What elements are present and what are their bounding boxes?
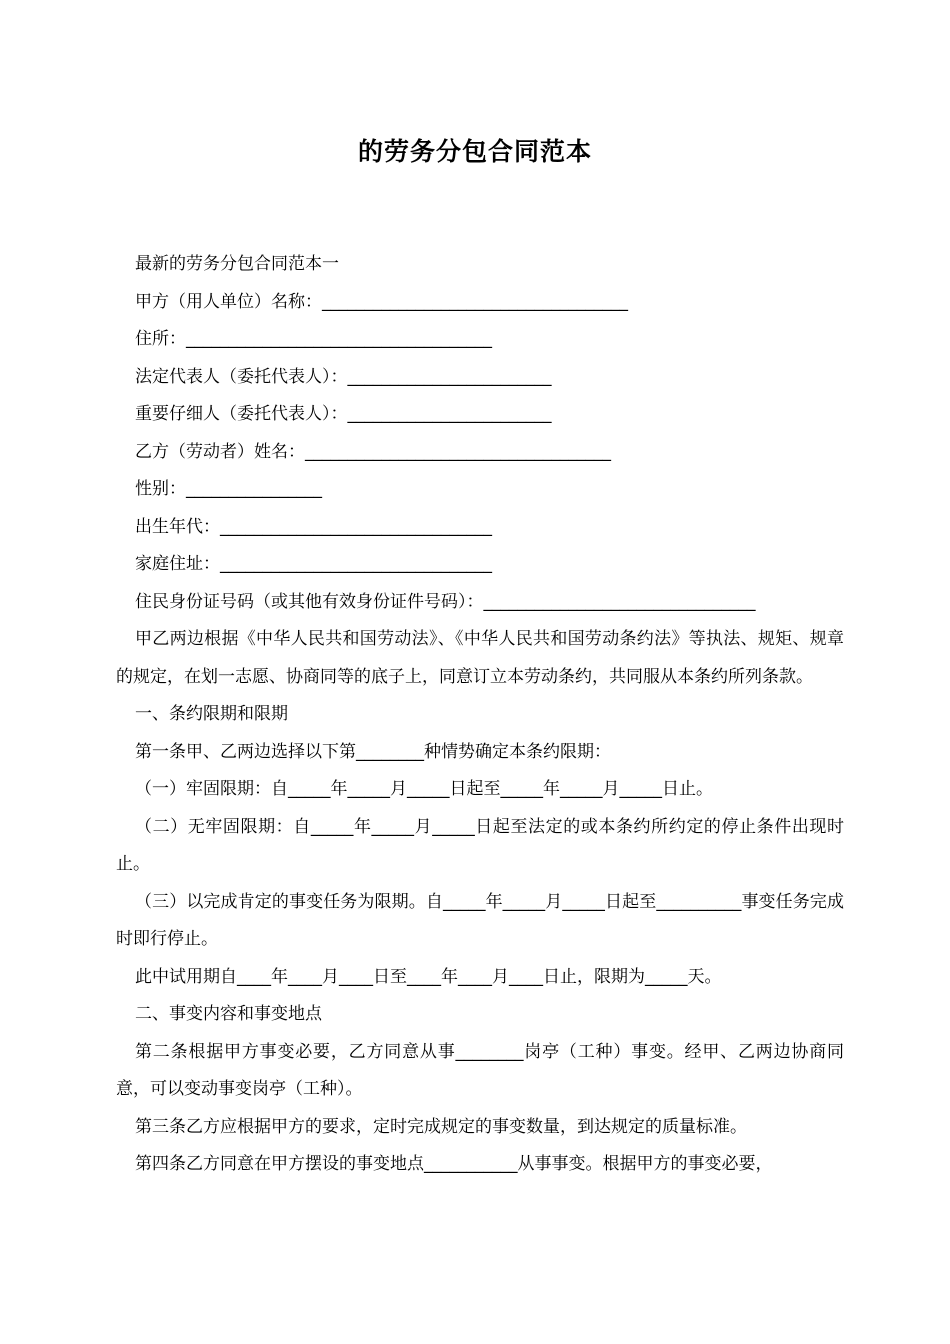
home-address-field: 家庭住址：________________________________	[135, 554, 492, 574]
section-heading-term: 一、条约限期和限期	[135, 704, 288, 724]
article-3: 第三条乙方应根据甲方的要求，定时完成规定的事变数量，到达规定的质量标准。	[135, 1116, 747, 1137]
article-4: 第四条乙方同意在甲方摆设的事变地点___________从事事变。根据甲方的事变必要，	[135, 1154, 773, 1174]
article-2: 第二条根据甲方事变必要，乙方同意从事________岗亭（工种）事变。经甲、乙两边协商同意，可以变动事变岗亭（工种）。	[116, 1041, 844, 1099]
document-body	[116, 246, 844, 1184]
article-1-option-2: （二）无牢固限期：自_____年_____月_____日起至法定的或本条约所约定的停止条件出现时止。	[116, 816, 844, 874]
gender-field: 性别：________________	[135, 479, 322, 499]
party-b-name-field: 乙方（劳动者）姓名：____________________________________	[135, 441, 611, 462]
legal-representative-field: 法定代表人（委托代表人）：________________________	[135, 366, 552, 387]
probation-period: 此中试用期自____年____月____日至____年____月____日止，限期为_____天。	[135, 966, 722, 987]
article-1-option-1: （一）牢固限期：自_____年_____月_____日起至_____年_____月_____日止。	[135, 779, 713, 799]
article-1-option-3: （三）以完成肯定的事变任务为限期。自_____年_____月_____日起至__________事变任务完成时即行停止。	[116, 891, 844, 949]
birth-date-field: 出生年代：________________________________	[135, 516, 492, 537]
responsible-person-field: 重要仔细人（委托代表人）：________________________	[135, 404, 552, 424]
party-a-name-field: 甲方（用人单位）名称：____________________________________	[135, 291, 628, 312]
document-title: 的劳务分包合同范本	[357, 137, 592, 166]
article-1: 第一条甲、乙两边选择以下第________种情势确定本条约限期：	[135, 741, 611, 762]
subtitle: 最新的劳务分包合同范本一	[135, 254, 339, 274]
preamble-paragraph: 甲乙两边根据《中华人民共和国劳动法》、《中华人民共和国劳动条约法》等执法、规矩、规章的规定，在划一志愿、协商同等的底子上，同意订立本劳动条约，共同服从本条约所列条款。	[116, 629, 844, 687]
section-heading-work: 二、事变内容和事变地点	[135, 1004, 322, 1024]
id-number-field: 住民身份证号码（或其他有效身份证件号码）：________________________________	[135, 591, 756, 612]
address-field: 住所：____________________________________	[135, 329, 492, 349]
